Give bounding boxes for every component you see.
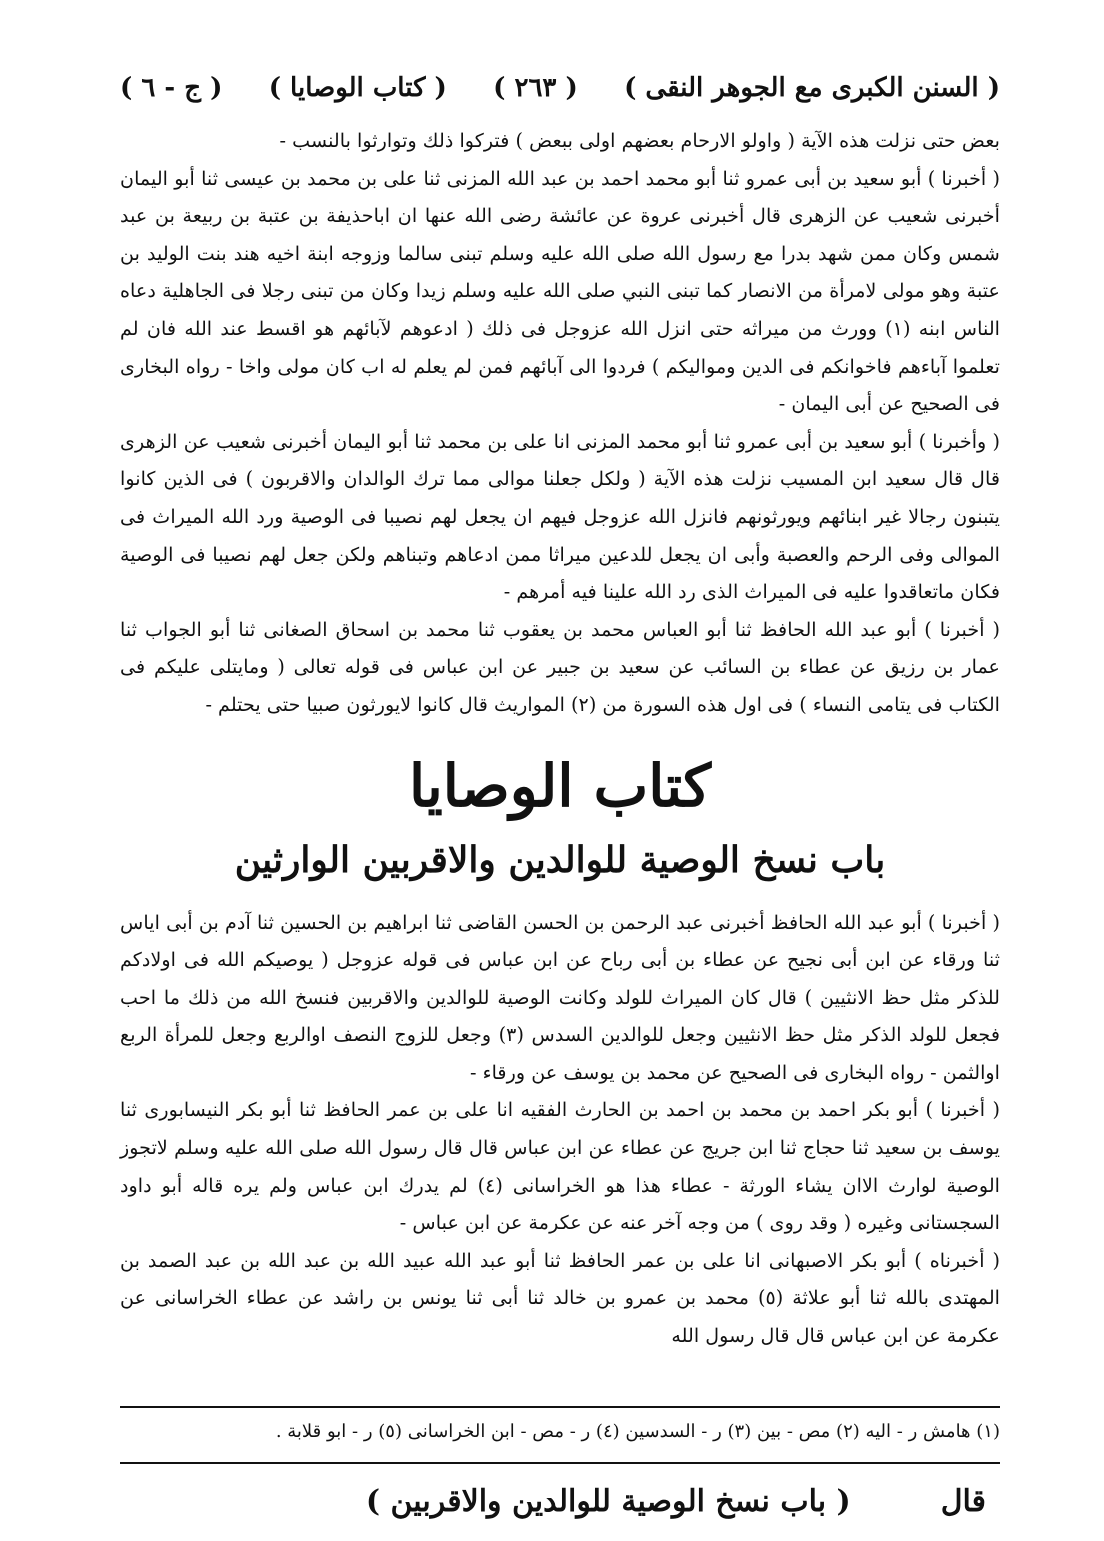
- header-book-title: ( السنن الكبرى مع الجوهر النقى ): [624, 73, 1000, 103]
- footnotes: (١) هامش ر - اليه (٢) مص - بين (٣) ر - السدسين (٤) ر - مص - ابن الخراسانى (٥) ر - ابو قلابة .: [275, 1421, 1000, 1442]
- page-body: [120, 62, 1000, 1355]
- paragraph-hadith: ( أخبرنا ) أبو سعيد بن أبى عمرو ثنا أبو محمد احمد بن عبد الله المزنى ثنا على بن محمد بن عيسى ثنا أبو اليمان أخبرنى شعيب عن الزهرى قال أخبرنى عروة عن عائشة رضى الله عنها ان اباحذيفة بن عتبة بن ربيعة بن عبد شمس وكان ممن شهد بدرا مع رسول الله صلى الله عليه وسلم تبنى سالما وزوجه ابنة اخيه هند بنت الوليد بن عتبة وهو مولى لامرأة من الانصار كما تبنى النبي صلى الله عليه وسلم زيدا وكان من تبنى رجلا فى الجاهلية دعاه الناس ابنه (١) وورث من ميراثه حتى انزل الله عزوجل فى ذلك ( ادعوهم لآبائهم هو اقسط عند الله فان لم تعلموا آباءهم فاخوانكم فى الدين ومواليكم ) فردوا الى آبائهم فمن لم يعلم له اب كان مولى واخا - رواه البخارى فى الصحيح عن أبى اليمان -: [120, 166, 1000, 416]
- paragraph-continuation: بعض حتى نزلت هذه الآية ( واولو الارحام بعضهم اولى ببعض ) فتركوا ذلك وتوارثوا بالنسب -: [279, 129, 1000, 152]
- paragraph-hadith: ( أخبرنا ) أبو عبد الله الحافظ ثنا أبو العباس محمد بن يعقوب ثنا محمد بن اسحاق الصغانى ثنا أبو الجواب ثنا عمار بن رزيق عن عطاء بن السائب عن سعيد بن جبير عن ابن عباس فى قوله تعالى ( ومايتلى عليكم فى الكتاب فى يتامى النساء ) فى اول هذه السورة من (٢) المواريث قال كانوا لايورثون صبيا حتى يحتلم -: [120, 617, 1000, 716]
- footer-divider: [120, 1462, 1000, 1464]
- catchword: قال: [940, 1483, 986, 1519]
- next-page-running-title: ( باب نسخ الوصية للوالدين والاقربين ): [365, 1483, 851, 1519]
- paragraph-hadith: ( وأخبرنا ) أبو سعيد بن أبى عمرو ثنا أبو محمد المزنى انا على بن محمد ثنا أبو اليمان أخبرنى شعيب عن الزهرى قال قال سعيد ابن المسيب نزلت هذه الآية ( ولكل جعلنا موالى مما ترك الوالدان والاقربون ) فى الذين كانوا يتبنون رجالا غير ابنائهم ويورثونهم فانزل الله عزوجل فيهم ان يجعل لهم نصيبا فى الوصية ورد الله الميراث فى الموالى وفى الرحم والعصبة وأبى ان يجعل للدعين ميراثا ممن ادعاهم وتبناهم ولكن جعل لهم نصيبا فى الوصية فكان ماتعاقدوا عليه فى الميراث الذى رد الله علينا فيه أمرهم -: [120, 429, 1000, 604]
- paragraph-hadith: ( أخبرناه ) أبو بكر الاصبهانى انا على بن عمر الحافظ ثنا أبو عبد الله عبيد الله بن عبد الله بن عبد الصمد بن المهتدى بالله ثنا أبو علاثة (٥) محمد بن عمرو بن خالد ثنا أبى ثنا يونس بن راشد عن عطاء الخراسانى عن عكرمة عن ابن عباس قال قال رسول الله: [120, 1248, 1001, 1348]
- chapter-title: باب نسخ الوصية للوالدين والاقربين الوارثين: [234, 838, 886, 881]
- header-section-title: ( كتاب الوصايا ): [268, 73, 447, 103]
- catchword-line: [120, 1478, 1000, 1524]
- footnote-divider: [120, 1406, 1000, 1408]
- book-title: كتاب الوصايا: [408, 751, 712, 820]
- running-header: [120, 62, 1000, 114]
- header-page-number: ( ٢٦٣ ): [493, 73, 578, 103]
- paragraph-hadith: ( أخبرنا ) أبو عبد الله الحافظ أخبرنى عبد الرحمن بن الحسن القاضى ثنا ابراهيم بن الحسين ثنا آدم بن أبى اياس ثنا ورقاء عن ابن أبى نجيح عن عطاء بن أبى رباح عن ابن عباس فى قوله عزوجل ( يوصيكم الله فى اولادكم للذكر مثل حظ الانثيين ) قال كان الميراث للولد وكانت الوصية للوالدين والاقربين فنسخ الله من ذلك ما احب فجعل للولد الذكر مثل حظ الانثيين وجعل للوالدين السدس (٣) وجعل للزوج النصف اوالربع وجعل للمرأة الربع اوالثمن - رواه البخارى فى الصحيح عن محمد بن يوسف عن ورقاء -: [120, 910, 1000, 1084]
- paragraph-hadith: ( أخبرنا ) أبو بكر احمد بن محمد بن احمد بن الحارث الفقيه انا على بن عمر الحافظ ثنا أبو بكر النيسابورى ثنا يوسف بن سعيد ثنا حجاج ثنا ابن جريج عن عطاء عن ابن عباس قال قال رسول الله صلى الله عليه وسلم لاتجوز الوصية لوارث الاان يشاء الورثة - عطاء هذا هو الخراسانى (٤) لم يدرك ابن عباس ولم يره قاله أبو داود السجستانى وغيره ( وقد روى ) من وجه آخر عنه عن عكرمة عن ابن عباس -: [120, 1098, 1000, 1235]
- header-volume: ( ج - ٦ ): [120, 73, 223, 103]
